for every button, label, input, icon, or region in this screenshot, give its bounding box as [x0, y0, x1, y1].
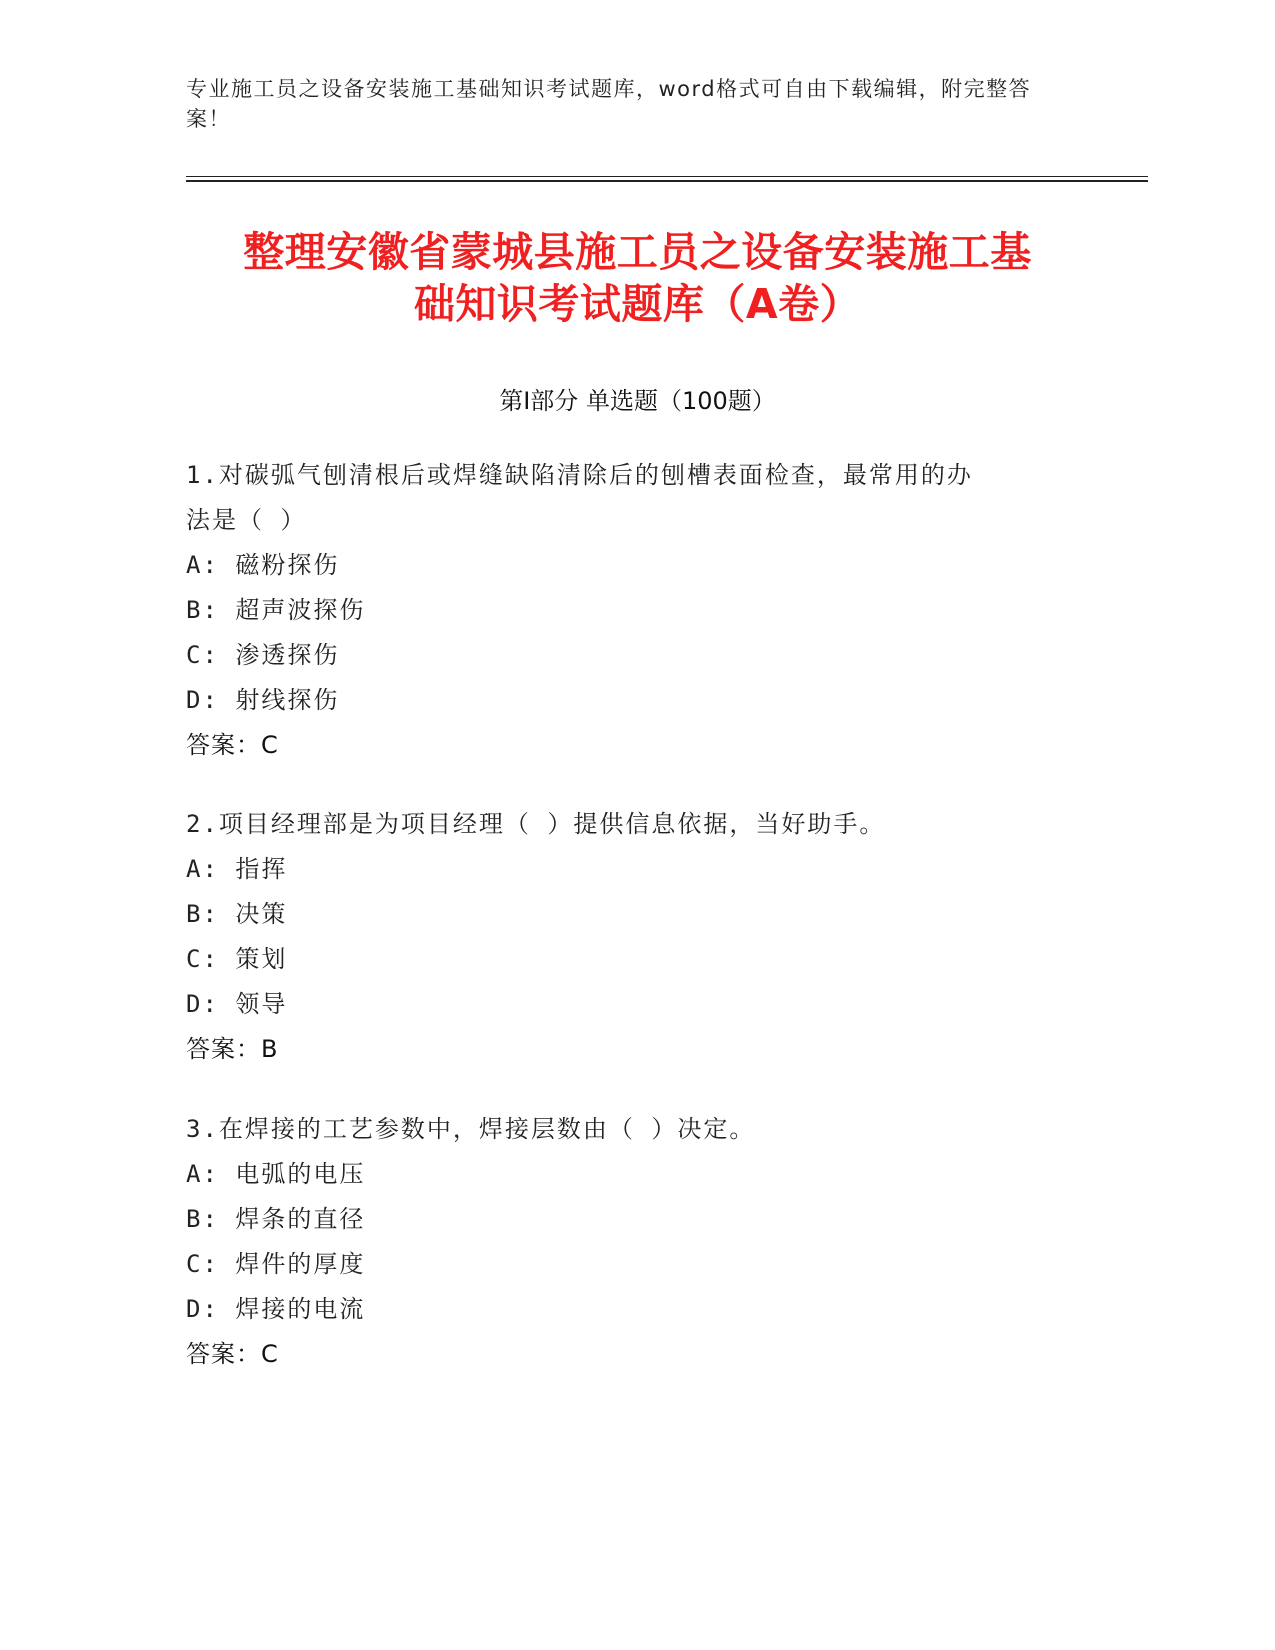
answer: 答案：C [186, 1340, 279, 1368]
header-divider-thick [186, 180, 1148, 182]
title-line-2: 础知识考试题库（A卷） [413, 280, 862, 328]
option-c: C: 策划 [186, 945, 288, 973]
option-a: A: 电弧的电压 [186, 1160, 366, 1188]
question-stem-continued: 法是（ ） [186, 506, 307, 534]
document-title [150, 226, 1125, 330]
option-a: A: 指挥 [186, 855, 288, 883]
question-stem: 3.在焊接的工艺参数中，焊接层数由（ ）决定。 [186, 1115, 756, 1143]
option-a: A: 磁粉探伤 [186, 551, 340, 579]
header-note: 专业施工员之设备安装施工基础知识考试题库，word格式可自由下载编辑，附完整答案！ [186, 77, 1032, 131]
question-3 [186, 1107, 1086, 1377]
option-b: B: 焊条的直径 [186, 1205, 366, 1233]
option-b: B: 决策 [186, 900, 288, 928]
answer: 答案：C [186, 731, 279, 759]
option-b: B: 超声波探伤 [186, 596, 366, 624]
option-c: C: 焊件的厚度 [186, 1250, 366, 1278]
question-stem: 1.对碳弧气刨清根后或焊缝缺陷清除后的刨槽表面检查，最常用的办 [186, 461, 973, 489]
title-line-1: 整理安徽省蒙城县施工员之设备安装施工基 [243, 228, 1032, 276]
option-d: D: 焊接的电流 [186, 1295, 366, 1323]
question-stem: 2.项目经理部是为项目经理（ ）提供信息依据，当好助手。 [186, 810, 886, 838]
header-divider-thin [186, 176, 1148, 177]
option-d: D: 领导 [186, 990, 288, 1018]
option-c: C: 渗透探伤 [186, 641, 340, 669]
question-2 [186, 802, 1086, 1072]
question-1 [186, 453, 1086, 768]
answer: 答案：B [186, 1035, 279, 1063]
option-d: D: 射线探伤 [186, 686, 340, 714]
section-heading: 第Ⅰ部分 单选题（100题） [499, 387, 776, 415]
